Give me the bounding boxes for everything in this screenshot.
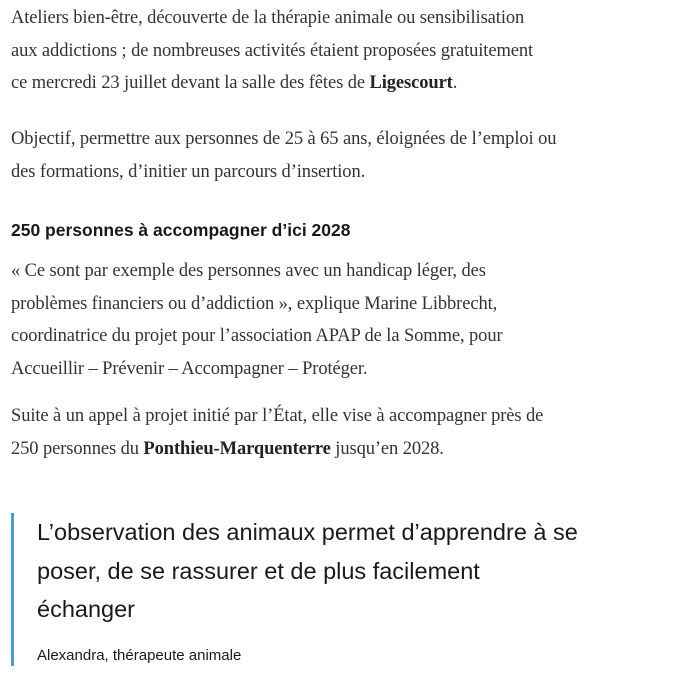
place-name-ligescourt: Ligescourt (369, 73, 453, 93)
section-heading: 250 personnes à accompagner d’ici 2028 (11, 220, 351, 240)
quote-line: poser, de se rassurer et de plus facilement (37, 557, 480, 584)
pull-quote (11, 513, 651, 666)
paragraph-line: Suite à un appel à projet initié par l’État, elle vise à accompagner près de (11, 406, 544, 426)
paragraph-line: aux addictions ; de nombreuses activités étaient proposées gratuitement (11, 40, 534, 61)
paragraph-line: Ateliers bien-être, découverte de la thérapie animale ou sensibilisation (11, 8, 525, 28)
pull-quote-text (37, 513, 647, 629)
paragraph-line: Objectif, permettre aux personnes de 25 à 65 ans, éloignées de l’emploi ou (11, 129, 557, 149)
paragraph-line: Accueillir – Prévenir – Accompagner – Protéger. (11, 358, 368, 379)
paragraph-line: 250 personnes du (11, 438, 144, 459)
paragraph-objective (11, 123, 556, 188)
paragraph-line: ce mercredi 23 juillet devant la salle des fêtes de (11, 73, 370, 93)
quote-line: échanger (37, 596, 135, 622)
paragraph-quote-libbrecht (11, 255, 503, 385)
pull-quote-author: Alexandra, thérapeute animale (37, 647, 242, 664)
paragraph-project (11, 400, 543, 465)
paragraph-punct: . (452, 73, 458, 93)
paragraph-intro (11, 2, 533, 100)
paragraph-line: « Ce sont par exemple des personnes avec un handicap léger, des (11, 261, 486, 281)
quote-line: L’observation des animaux permet d’apprendre à se (37, 519, 578, 545)
place-name-ponthieu-marquenterre: Ponthieu-Marquenterre (143, 438, 331, 459)
paragraph-line: des formations, d’initier un parcours d’insertion. (11, 161, 366, 182)
paragraph-line: problèmes financiers ou d’addiction », explique Marine Libbrecht, (11, 293, 498, 314)
paragraph-line-end: jusqu’en 2028. (330, 438, 444, 459)
paragraph-line: coordinatrice du projet pour l’association APAP de la Somme, pour (11, 326, 503, 346)
